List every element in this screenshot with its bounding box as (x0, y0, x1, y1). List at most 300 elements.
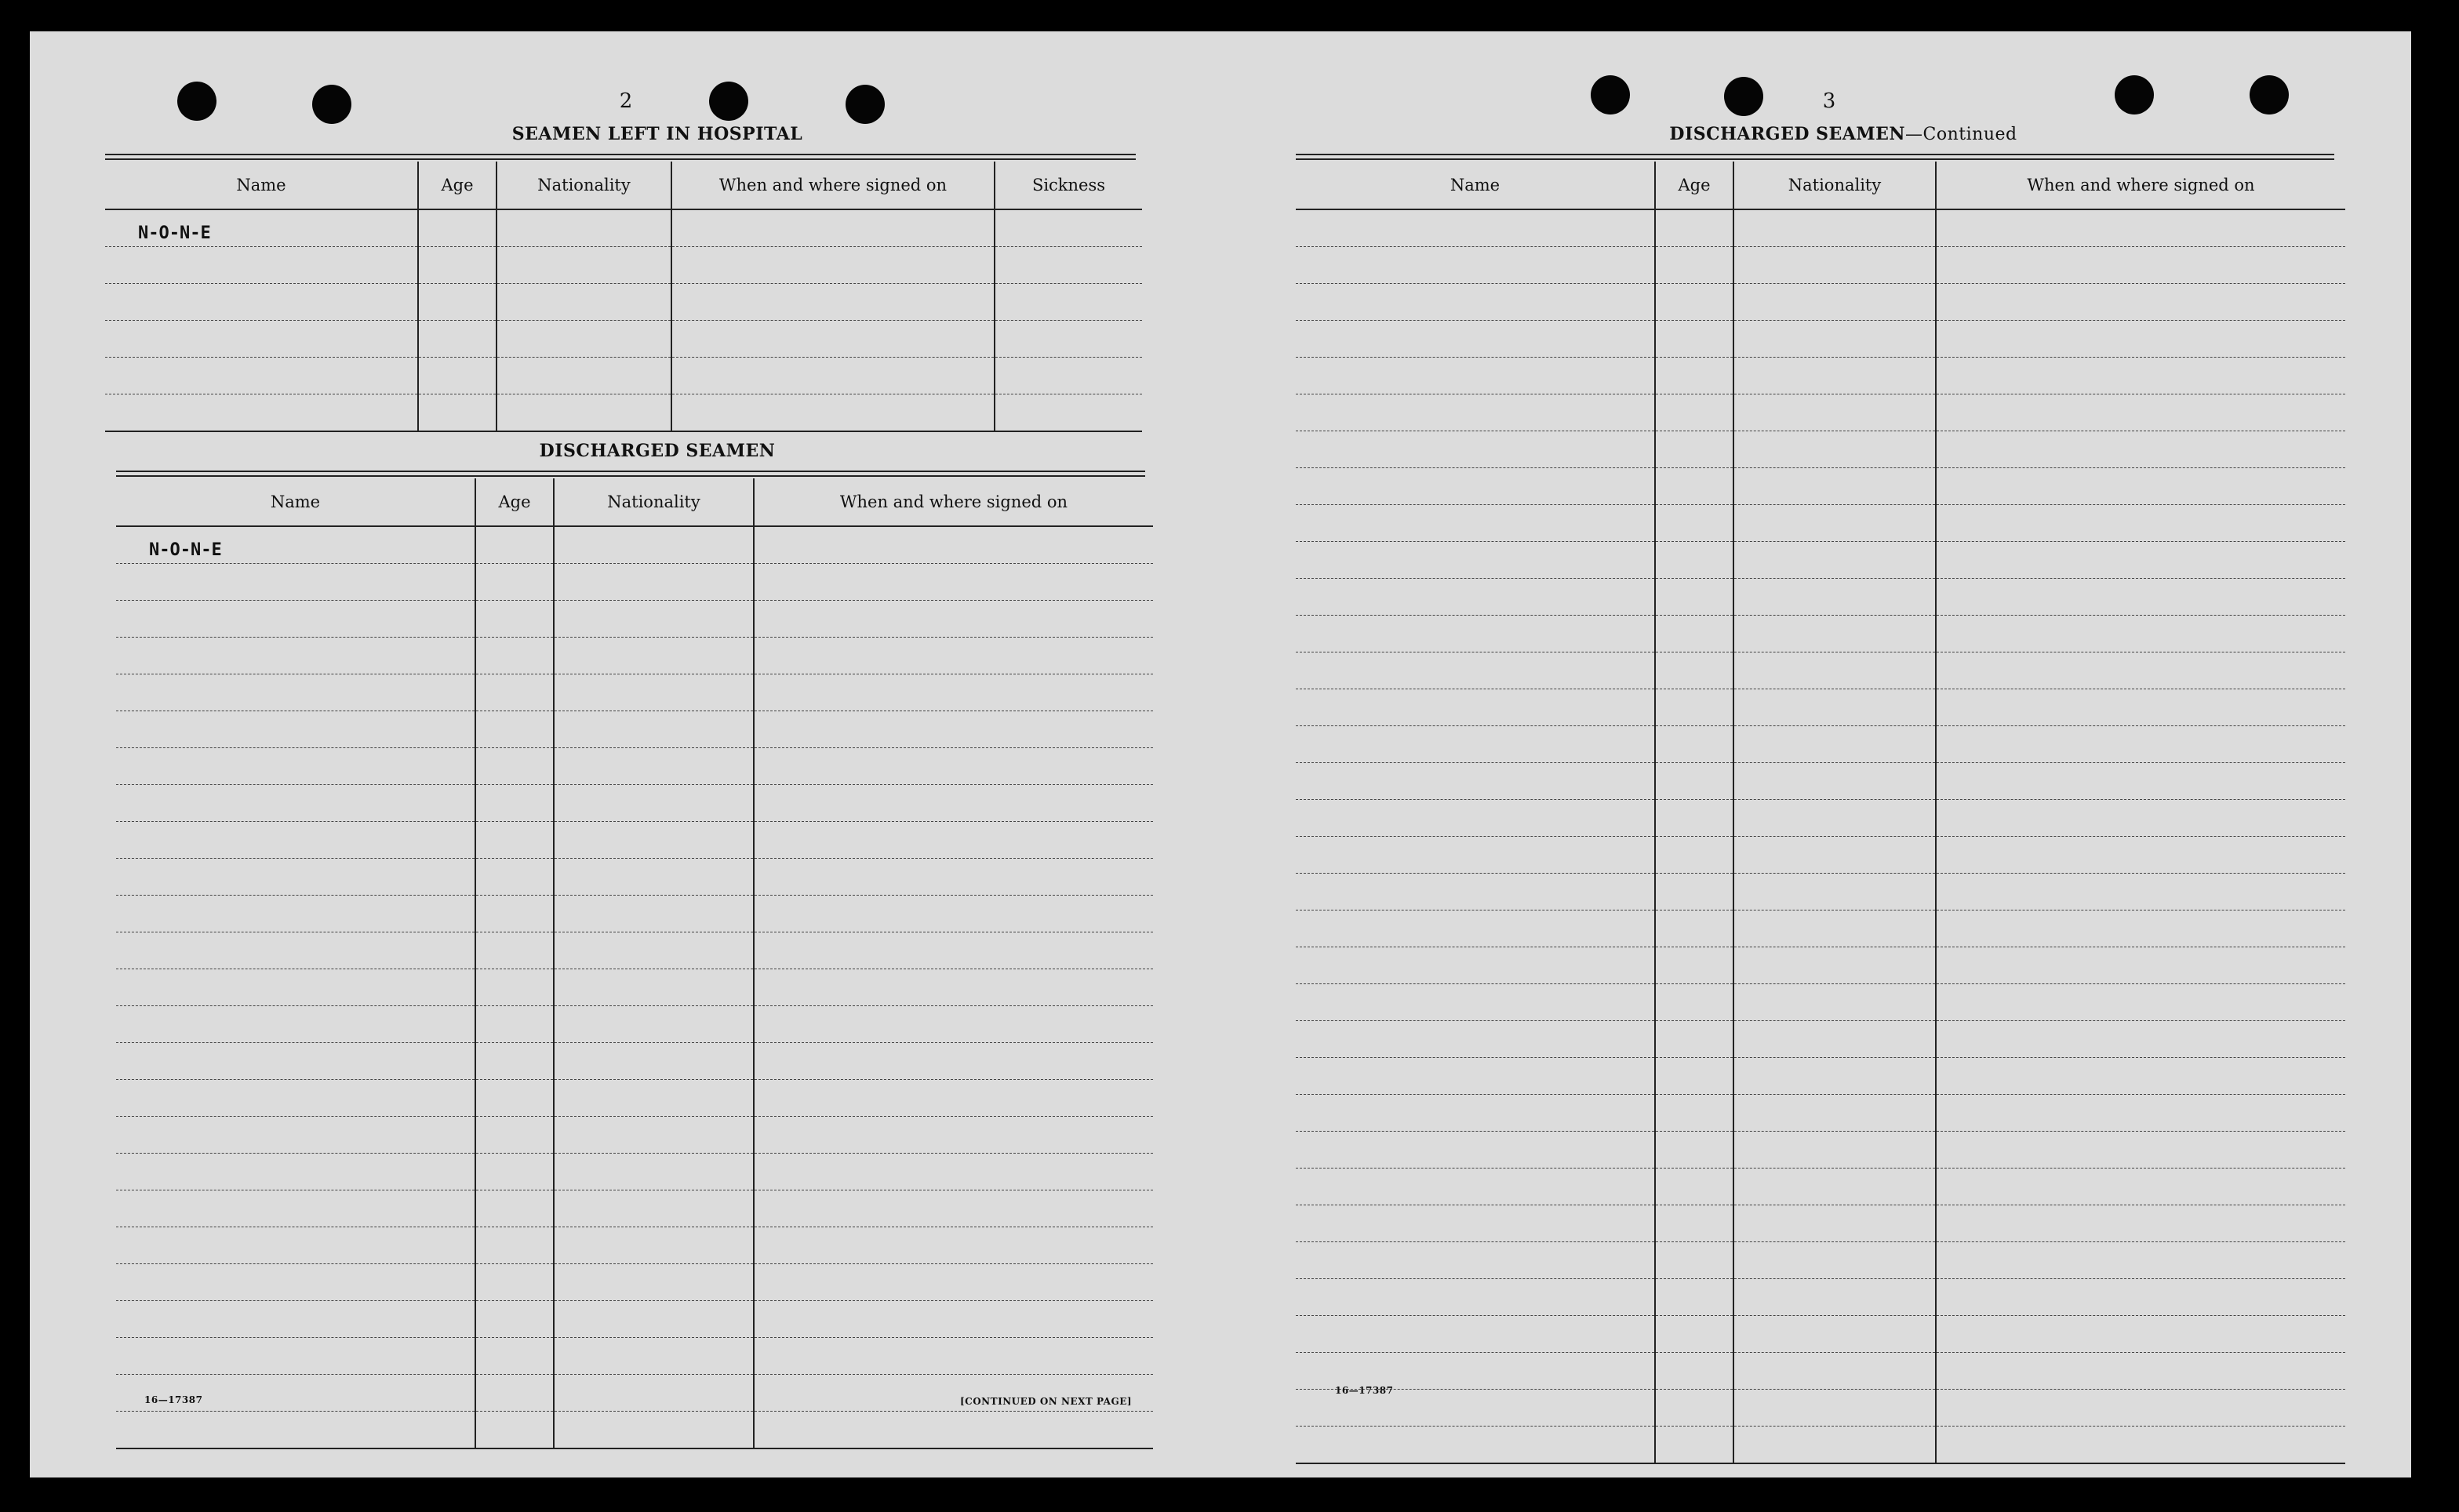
table-row (116, 1043, 1153, 1080)
table-cell (497, 284, 671, 321)
table-cell (754, 969, 1153, 1006)
table-cell (671, 321, 995, 358)
table-cell (475, 1264, 554, 1301)
table-cell (754, 1227, 1153, 1264)
name-cell (116, 1227, 475, 1264)
name-cell (116, 601, 475, 638)
table-cell (475, 1117, 554, 1154)
table-cell (1655, 1427, 1733, 1464)
table-cell (1655, 910, 1733, 947)
table-cell (1733, 358, 1936, 394)
table-row (1296, 431, 2345, 468)
table-cell (1733, 1169, 1936, 1205)
table-cell (1936, 1242, 2345, 1279)
table-cell (754, 711, 1153, 748)
table-cell (1733, 947, 1936, 984)
table-cell (1733, 763, 1936, 800)
table-cell (475, 1043, 554, 1080)
table-cell (1655, 284, 1733, 321)
table-cell (754, 1338, 1153, 1375)
table-cell (554, 601, 754, 638)
column-header-age: Age (475, 478, 554, 526)
table-cell (1936, 394, 2345, 431)
table-cell (475, 1154, 554, 1190)
punch-hole (177, 82, 216, 121)
table-cell (995, 358, 1142, 394)
table-cell (754, 1043, 1153, 1080)
table-row (1296, 616, 2345, 652)
table-cell (475, 1375, 554, 1412)
name-cell (1296, 468, 1655, 505)
name-cell (1296, 247, 1655, 284)
table-cell (554, 896, 754, 932)
table-row (1296, 468, 2345, 505)
name-cell (116, 859, 475, 896)
table-cell (1936, 1132, 2345, 1169)
table-cell (1936, 874, 2345, 910)
register-sheet (30, 31, 2411, 1477)
name-cell (116, 674, 475, 711)
name-cell (1296, 947, 1655, 984)
punch-hole (1724, 77, 1763, 116)
table-cell (475, 969, 554, 1006)
table-cell (754, 564, 1153, 601)
name-cell (116, 1338, 475, 1375)
table-cell (418, 358, 497, 394)
table-cell (554, 564, 754, 601)
name-cell (1296, 800, 1655, 837)
table-cell (754, 1154, 1153, 1190)
table-row (1296, 1390, 2345, 1427)
table-cell (995, 247, 1142, 284)
table-cell (1733, 1390, 1936, 1427)
hospital-header-row (105, 162, 1142, 209)
name-cell (1296, 1353, 1655, 1390)
table-row (116, 526, 1153, 564)
table-cell (671, 358, 995, 394)
table-cell (754, 748, 1153, 785)
table-cell (1655, 689, 1733, 726)
name-cell (1296, 984, 1655, 1021)
continued-heading-main: DISCHARGED SEAMEN (1669, 124, 1906, 144)
table-cell (1733, 984, 1936, 1021)
table-cell (1733, 1058, 1936, 1095)
table-cell (418, 394, 497, 432)
table-cell (1655, 763, 1733, 800)
table-cell (475, 1190, 554, 1227)
table-cell (475, 711, 554, 748)
table-cell (754, 1301, 1153, 1338)
table-row (1296, 947, 2345, 984)
table-cell (554, 1227, 754, 1264)
table-cell (475, 932, 554, 969)
form-number-right: 16—17387 (1335, 1385, 1394, 1396)
table-row (1296, 726, 2345, 763)
table-row (1296, 1242, 2345, 1279)
table-cell (475, 822, 554, 859)
table-row (116, 564, 1153, 601)
name-cell (1296, 358, 1655, 394)
table-cell (1655, 247, 1733, 284)
table-row (116, 1080, 1153, 1117)
table-cell (754, 785, 1153, 822)
table-cell (671, 394, 995, 432)
table-cell (1936, 1058, 2345, 1095)
name-cell (105, 394, 418, 432)
table-row (116, 822, 1153, 859)
table-row (116, 896, 1153, 932)
table-cell (1936, 505, 2345, 542)
table-cell (1936, 947, 2345, 984)
table-row (116, 1264, 1153, 1301)
punch-hole (1591, 75, 1630, 114)
table-cell (1733, 1427, 1936, 1464)
table-row (1296, 505, 2345, 542)
table-cell (754, 896, 1153, 932)
table-cell (1655, 984, 1733, 1021)
table-cell (1936, 1427, 2345, 1464)
table-cell (1936, 910, 2345, 947)
table-row (1296, 579, 2345, 616)
table-cell (1655, 800, 1733, 837)
table-cell (1733, 431, 1936, 468)
continued-heading-suffix: —Continued (1905, 125, 2017, 144)
table-row (1296, 1279, 2345, 1316)
table-cell (1733, 1021, 1936, 1058)
table-cell (995, 321, 1142, 358)
table-cell (1733, 247, 1936, 284)
table-cell (554, 526, 754, 564)
table-cell (475, 1412, 554, 1449)
name-cell (116, 748, 475, 785)
table-cell (1655, 468, 1733, 505)
name-cell (116, 1043, 475, 1080)
table-cell (1655, 1279, 1733, 1316)
table-cell (1655, 505, 1733, 542)
name-cell (1296, 837, 1655, 874)
table-cell (475, 601, 554, 638)
table-row (116, 1412, 1153, 1449)
table-row (1296, 910, 2345, 947)
name-cell (116, 564, 475, 601)
table-cell (1655, 431, 1733, 468)
name-cell (1296, 1169, 1655, 1205)
table-row (116, 859, 1153, 896)
table-cell (475, 564, 554, 601)
table-cell (1655, 1390, 1733, 1427)
table-cell (1655, 874, 1733, 910)
name-cell (116, 1154, 475, 1190)
hospital-heading-rule (105, 154, 1136, 160)
table-cell (475, 1338, 554, 1375)
table-cell (497, 321, 671, 358)
table-cell (754, 601, 1153, 638)
table-cell (1733, 468, 1936, 505)
table-row (1296, 652, 2345, 689)
name-cell (1296, 1132, 1655, 1169)
table-cell (475, 1006, 554, 1043)
table-cell (995, 209, 1142, 247)
name-cell (105, 247, 418, 284)
table-cell (418, 247, 497, 284)
name-cell: N-O-N-E (105, 209, 418, 247)
name-cell (116, 638, 475, 674)
table-cell (1655, 1095, 1733, 1132)
table-cell (754, 859, 1153, 896)
table-cell (754, 1412, 1153, 1449)
name-cell (116, 1412, 475, 1449)
table-row (105, 247, 1142, 284)
discharged-table (116, 478, 1153, 1449)
table-cell (1655, 1132, 1733, 1169)
table-cell (554, 674, 754, 711)
table-row (116, 1190, 1153, 1227)
table-cell (554, 1080, 754, 1117)
table-cell (554, 711, 754, 748)
table-cell (1733, 689, 1936, 726)
table-cell (1936, 431, 2345, 468)
table-cell (1655, 837, 1733, 874)
table-cell (754, 1190, 1153, 1227)
name-cell (1296, 652, 1655, 689)
table-cell (1733, 1132, 1936, 1169)
table-cell (1733, 579, 1936, 616)
table-row (105, 358, 1142, 394)
column-header-nationality: Nationality (1733, 162, 1936, 209)
table-cell (1936, 209, 2345, 247)
table-cell (1936, 1316, 2345, 1353)
discharged-header-row (116, 478, 1153, 526)
table-row (1296, 800, 2345, 837)
table-row (1296, 1427, 2345, 1464)
table-row (116, 1117, 1153, 1154)
table-cell (1655, 542, 1733, 579)
name-cell (116, 1006, 475, 1043)
table-cell (475, 1080, 554, 1117)
name-cell (1296, 505, 1655, 542)
table-cell (1733, 616, 1936, 652)
table-cell (1936, 468, 2345, 505)
table-row (1296, 1205, 2345, 1242)
name-cell (1296, 689, 1655, 726)
table-row (116, 932, 1153, 969)
table-cell (475, 748, 554, 785)
table-cell (1655, 394, 1733, 431)
table-cell (754, 1080, 1153, 1117)
table-row (1296, 1095, 2345, 1132)
name-cell (1296, 1279, 1655, 1316)
table-cell (1655, 1058, 1733, 1095)
name-cell (116, 822, 475, 859)
hospital-heading: SEAMEN LEFT IN HOSPITAL (511, 124, 803, 144)
form-number-left: 16—17387 (144, 1394, 203, 1405)
name-cell (1296, 726, 1655, 763)
table-cell (497, 358, 671, 394)
table-cell (1733, 542, 1936, 579)
table-cell (475, 638, 554, 674)
name-cell (105, 321, 418, 358)
table-row (1296, 1353, 2345, 1390)
table-cell (1655, 1242, 1733, 1279)
table-cell (1733, 1095, 1936, 1132)
table-cell (1936, 689, 2345, 726)
table-row (1296, 1021, 2345, 1058)
punch-hole (2115, 75, 2154, 114)
table-cell (1733, 1353, 1936, 1390)
table-cell (1936, 358, 2345, 394)
table-cell (1936, 984, 2345, 1021)
table-cell (497, 394, 671, 432)
table-row (105, 321, 1142, 358)
table-cell (671, 209, 995, 247)
table-cell (1655, 579, 1733, 616)
table-cell (1936, 837, 2345, 874)
table-cell (995, 284, 1142, 321)
table-cell (1733, 726, 1936, 763)
table-cell (475, 674, 554, 711)
table-cell (1655, 1169, 1733, 1205)
table-cell (1733, 837, 1936, 874)
table-row (1296, 763, 2345, 800)
table-cell (1655, 1021, 1733, 1058)
table-cell (475, 1227, 554, 1264)
table-cell (754, 1264, 1153, 1301)
table-cell (1936, 542, 2345, 579)
table-row (1296, 358, 2345, 394)
table-cell (1733, 1205, 1936, 1242)
name-cell (1296, 542, 1655, 579)
column-header-name: Name (105, 162, 418, 209)
table-cell (554, 1301, 754, 1338)
table-cell (475, 785, 554, 822)
table-cell (554, 638, 754, 674)
table-cell (1733, 874, 1936, 910)
punch-hole (846, 85, 885, 124)
table-cell (754, 638, 1153, 674)
table-cell (475, 526, 554, 564)
table-cell (754, 1117, 1153, 1154)
continued-header-row (1296, 162, 2345, 209)
table-cell (475, 1301, 554, 1338)
table-cell (754, 1006, 1153, 1043)
name-cell (1296, 616, 1655, 652)
table-row (116, 601, 1153, 638)
table-cell (554, 1375, 754, 1412)
discharged-heading: DISCHARGED SEAMEN (539, 441, 776, 461)
table-cell (671, 284, 995, 321)
table-cell (1655, 209, 1733, 247)
table-cell (1936, 1205, 2345, 1242)
column-header-sickness: Sickness (995, 162, 1142, 209)
table-cell (1733, 800, 1936, 837)
table-cell (554, 1264, 754, 1301)
table-row (116, 969, 1153, 1006)
table-row (116, 1338, 1153, 1375)
table-cell (1733, 394, 1936, 431)
table-row (1296, 542, 2345, 579)
table-row (1296, 284, 2345, 321)
table-cell (1733, 910, 1936, 947)
table-cell (554, 1043, 754, 1080)
column-header-when-and-where-signed-on: When and where signed on (754, 478, 1153, 526)
table-row (116, 638, 1153, 674)
table-cell (1655, 652, 1733, 689)
column-header-name: Name (1296, 162, 1655, 209)
table-row (1296, 1316, 2345, 1353)
table-cell (754, 526, 1153, 564)
table-cell (554, 748, 754, 785)
table-row (1296, 1132, 2345, 1169)
name-cell (105, 284, 418, 321)
table-cell (754, 932, 1153, 969)
table-cell (1733, 1279, 1936, 1316)
name-cell (1296, 1205, 1655, 1242)
page-number-right: 3 (1822, 89, 1836, 113)
continued-table (1296, 162, 2345, 1464)
name-cell (1296, 1427, 1655, 1464)
table-cell (1733, 321, 1936, 358)
table-cell (754, 822, 1153, 859)
table-cell (497, 209, 671, 247)
continued-heading-rule (1296, 154, 2334, 160)
discharged-heading-rule (116, 471, 1145, 477)
table-cell (418, 321, 497, 358)
table-row (1296, 1169, 2345, 1205)
hospital-table (105, 162, 1142, 432)
table-cell (1936, 1021, 2345, 1058)
name-cell (1296, 431, 1655, 468)
table-cell (1655, 1353, 1733, 1390)
table-cell (1936, 1279, 2345, 1316)
table-cell (1936, 1095, 2345, 1132)
name-cell (105, 358, 418, 394)
table-cell (1733, 1242, 1936, 1279)
table-cell (1655, 726, 1733, 763)
table-row (1296, 321, 2345, 358)
table-cell (995, 394, 1142, 432)
table-cell (554, 785, 754, 822)
table-row (1296, 984, 2345, 1021)
name-cell (1296, 874, 1655, 910)
table-cell (554, 822, 754, 859)
punch-hole (312, 85, 351, 124)
column-header-nationality: Nationality (554, 478, 754, 526)
table-cell (554, 859, 754, 896)
table-cell (1733, 1316, 1936, 1353)
name-cell (1296, 579, 1655, 616)
table-row (1296, 394, 2345, 431)
table-cell (554, 1154, 754, 1190)
name-cell (1296, 910, 1655, 947)
table-cell (1936, 1353, 2345, 1390)
name-cell (116, 1375, 475, 1412)
name-cell (116, 932, 475, 969)
table-cell (1655, 1205, 1733, 1242)
continued-heading (1569, 124, 2118, 144)
table-row (1296, 874, 2345, 910)
table-row (116, 785, 1153, 822)
table-row (105, 394, 1142, 432)
column-header-age: Age (418, 162, 497, 209)
table-row (1296, 837, 2345, 874)
name-cell (1296, 209, 1655, 247)
table-row (116, 748, 1153, 785)
table-cell (1936, 1169, 2345, 1205)
table-cell (1936, 652, 2345, 689)
name-cell (116, 1301, 475, 1338)
name-cell (116, 1190, 475, 1227)
table-row (105, 209, 1142, 247)
